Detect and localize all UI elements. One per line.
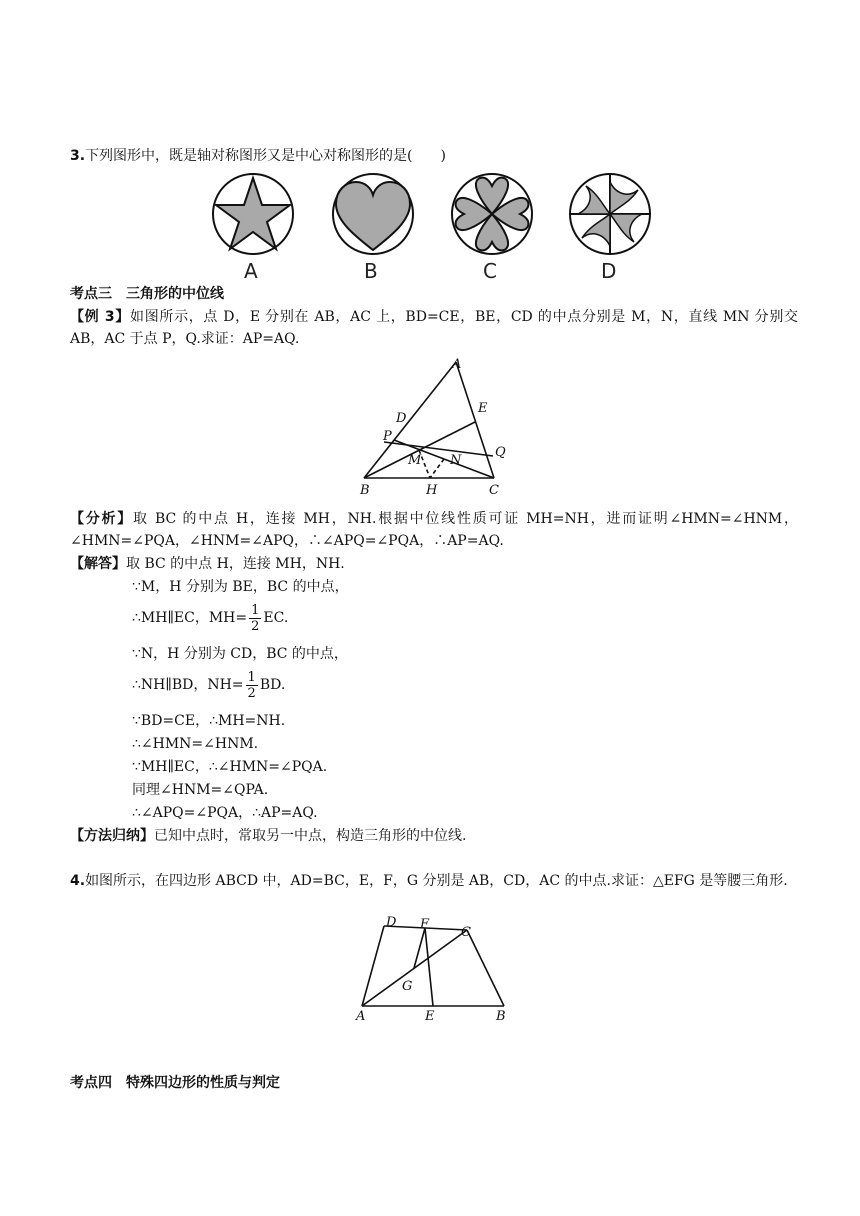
example-text: 如图所示，点 D，E 分别在 AB，AC 上，BD=CE，BE，CD 的中点分别是 M，N，直线 MN 分别交 AB，AC 于点 P，Q.求证：AP=AQ. [70, 309, 798, 347]
option-d-figure [570, 174, 650, 254]
point-label-b: B [496, 1009, 506, 1024]
point-label-m: M [408, 453, 422, 468]
question-3 [70, 146, 446, 166]
example-3 [70, 306, 798, 350]
question-text: 如图所示，在四边形 ABCD 中，AD=BC，E，F，G 分别是 AB，CD，AC 的中点.求证：△EFG 是等腰三角形. [85, 873, 788, 889]
point-label-d: D [396, 411, 407, 426]
point-label-g: G [402, 979, 413, 994]
solution-step: ∴∠APQ=∠PQA，∴AP=AQ. [132, 805, 318, 821]
analysis-text: 取 BC 的中点 H，连接 MH，NH.根据中位线性质可证 MH=NH，进而证明∠HMN=∠HNM，∠HMN=∠PQA，∠HNM=∠APQ，∴∠APQ=∠PQA，∴AP=AQ. [70, 511, 799, 549]
analysis-tag: 【分析】 [70, 511, 134, 527]
fraction-denominator: 2 [247, 685, 256, 701]
solution-step-fraction [132, 668, 285, 702]
method-tag: 【方法归纳】 [70, 828, 154, 844]
example-3-figure [350, 356, 520, 500]
question-number: 3. [70, 148, 86, 164]
fraction-numerator: 1 [251, 602, 260, 618]
fraction-half [246, 670, 258, 701]
point-label-c: C [461, 925, 471, 940]
option-a-label: A [244, 259, 258, 282]
step-text-after: EC. [263, 610, 289, 626]
question-text: 下列图形中，既是轴对称图形又是中心对称图形的是( ) [85, 148, 446, 164]
option-b-figure [333, 174, 413, 254]
fraction-numerator: 1 [247, 669, 256, 685]
question-4-figure [350, 912, 520, 1024]
point-label-n: N [450, 453, 462, 468]
solution-step: ∵N，H 分别为 CD，BC 的中点， [132, 646, 348, 662]
example-tag: 【例 3】 [70, 309, 131, 325]
method-text: 已知中点时，常取另一中点，构造三角形的中位线. [154, 828, 467, 844]
step-text-after: BD. [259, 677, 286, 693]
solution-tag: 【解答】 [70, 556, 126, 572]
point-label-p: P [383, 429, 392, 444]
method-summary [70, 826, 466, 846]
point-label-c: C [489, 483, 499, 498]
solution-step: 同理∠HNM=∠QPA. [132, 782, 269, 798]
point-label-e: E [478, 401, 488, 416]
fraction-denominator: 2 [251, 618, 260, 634]
option-b-label: B [364, 259, 378, 282]
solution-step: ∴∠HMN=∠HNM. [132, 736, 259, 752]
question-number: 4. [70, 873, 86, 889]
solution-step: ∵BD=CE，∴MH=NH. [132, 713, 286, 729]
solution-first-text: 取 BC 的中点 H，连接 MH，NH. [126, 556, 345, 572]
point-label-e: E [425, 1009, 435, 1024]
step-text-before: ∴NH∥BD，NH= [132, 677, 244, 693]
option-c-label: C [483, 259, 497, 282]
point-label-f: F [420, 917, 430, 932]
solution-first-line [70, 554, 345, 574]
step-text-before: ∴MH∥EC，MH= [132, 610, 248, 626]
option-d-label: D [601, 259, 617, 282]
solution-step-fraction [132, 601, 288, 635]
section-title: 考点三 三角形的中位线 [70, 286, 224, 302]
point-label-b: B [360, 483, 370, 498]
option-a-figure [213, 174, 293, 254]
point-label-a: A [452, 357, 462, 372]
q3-options-figure [208, 170, 653, 282]
solution-step: ∵M，H 分别为 BE，BC 的中点， [132, 579, 349, 595]
section-title: 考点四 特殊四边形的性质与判定 [70, 1075, 280, 1091]
point-label-d: D [386, 915, 397, 930]
fraction-half [249, 603, 261, 634]
option-c-figure [452, 174, 532, 254]
point-label-h: H [426, 483, 438, 498]
solution-step: ∵MH∥EC，∴∠HMN=∠PQA. [132, 759, 328, 775]
question-4 [70, 870, 798, 892]
point-label-a: A [356, 1009, 366, 1024]
point-label-q: Q [495, 445, 506, 460]
analysis [70, 508, 798, 552]
